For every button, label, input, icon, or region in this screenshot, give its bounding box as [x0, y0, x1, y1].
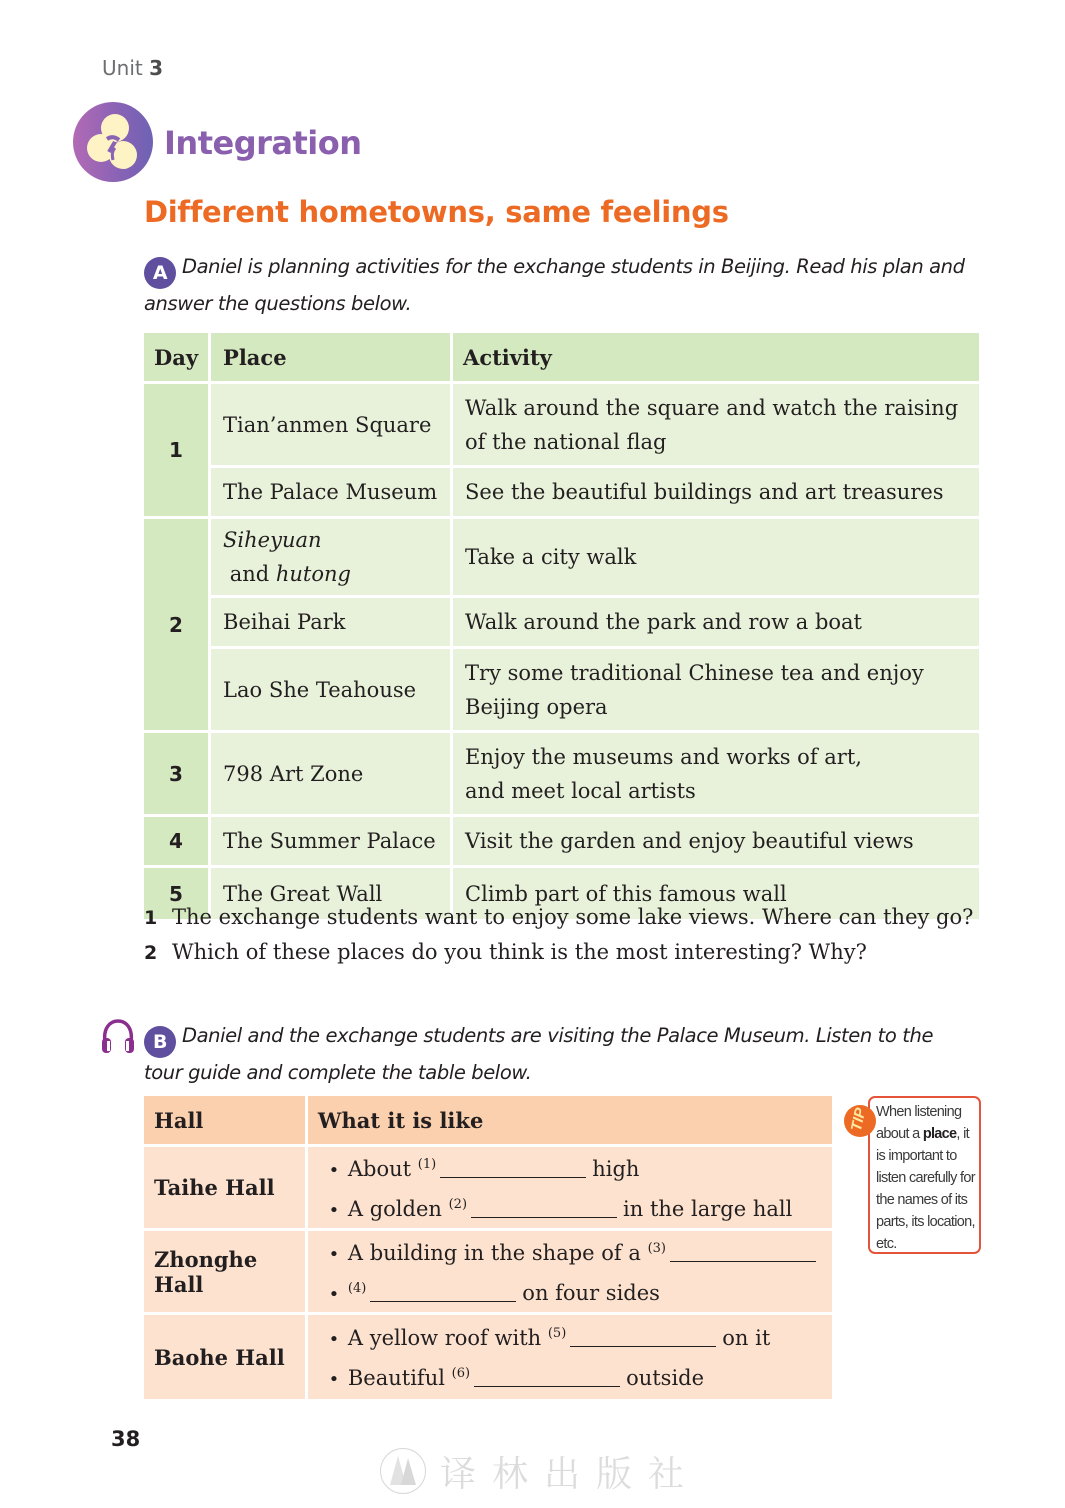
- table-row: [144, 649, 979, 733]
- table-row: [144, 1147, 832, 1231]
- tip-bold-text: place: [922, 1126, 957, 1142]
- list-item: [320, 1357, 822, 1397]
- table-row: [144, 817, 979, 868]
- list-item: [320, 1232, 822, 1272]
- list-item: [320, 1317, 822, 1357]
- place-cell: Tian’anmen Square: [211, 384, 453, 468]
- place-cell: The Great Wall: [211, 868, 453, 919]
- activity-cell: Climb part of this famous wall: [453, 868, 979, 919]
- bullet-icon: •: [328, 1243, 340, 1265]
- hall-description: [308, 1231, 832, 1315]
- part-a-instruction-text: Daniel is planning activities for the exchange students in Beijing. Read his plan and answer the questions below.: [144, 255, 965, 315]
- place-cell: Lao She Teahouse: [211, 649, 453, 733]
- part-b-badge: B: [144, 1026, 176, 1058]
- item-text: on four sides: [522, 1280, 660, 1305]
- lesson-title: Different hometowns, same feelings: [144, 195, 729, 229]
- hall-name: Taihe Hall: [144, 1147, 308, 1231]
- table-row: [144, 1315, 832, 1399]
- hall-description: [308, 1315, 832, 1399]
- bullet-icon: •: [328, 1159, 340, 1181]
- item-text: Beautiful: [347, 1366, 445, 1390]
- day-cell: 1: [144, 384, 211, 519]
- bullet-icon: •: [328, 1369, 340, 1390]
- place-cell: 798 Art Zone: [211, 733, 453, 817]
- page-number: 38: [111, 1427, 141, 1451]
- bullet-icon: •: [328, 1329, 340, 1350]
- headphones-icon[interactable]: [100, 1018, 136, 1056]
- blank-number: (6): [451, 1366, 471, 1381]
- table-row: [144, 468, 979, 519]
- place-cell: Beihai Park: [211, 598, 453, 649]
- hall-description: [308, 1147, 832, 1231]
- question-text: Which of these places do you think is the most interesting? Why?: [172, 940, 867, 964]
- place-plain: and: [223, 562, 276, 586]
- part-b-instruction-text: Daniel and the exchange students are visiting the Palace Museum. Listen to the tour guide and complete the table below.: [144, 1024, 934, 1084]
- table-row: [144, 733, 979, 817]
- place-cell: The Summer Palace: [211, 817, 453, 868]
- list-item: [320, 1188, 822, 1228]
- question-item: [144, 900, 973, 935]
- publisher-watermark: [380, 1447, 700, 1495]
- hall-name: Baohe Hall: [144, 1315, 308, 1399]
- table-row: [144, 1231, 832, 1315]
- blank-number: (2): [448, 1196, 468, 1212]
- header-day: Day: [144, 333, 211, 384]
- header-what-it-is-like: What it is like: [308, 1096, 832, 1147]
- overlapping-circles-icon: [73, 102, 153, 182]
- header-hall: Hall: [144, 1096, 308, 1147]
- question-number: 1: [144, 907, 158, 929]
- day-cell: 3: [144, 733, 211, 817]
- table-row: [144, 384, 979, 468]
- item-text: outside: [626, 1366, 705, 1390]
- answer-blank-2[interactable]: [471, 1198, 617, 1218]
- blank-number: (5): [547, 1326, 567, 1341]
- table-header-row: [144, 1096, 832, 1147]
- place-cell: The Palace Museum: [211, 468, 453, 519]
- place-italic: hutong: [275, 562, 351, 586]
- blank-number: (1): [417, 1156, 437, 1172]
- item-text: A yellow roof with: [347, 1326, 542, 1350]
- bullet-icon: •: [328, 1283, 340, 1305]
- question-item: [144, 935, 973, 970]
- item-text: A golden: [347, 1196, 442, 1221]
- list-item: [320, 1272, 822, 1312]
- activity-cell: Try some traditional Chinese tea and enjoy Beijing opera: [453, 649, 979, 733]
- part-b-instruction: [144, 1021, 974, 1088]
- answer-blank-5[interactable]: [570, 1327, 716, 1347]
- bullet-icon: •: [328, 1199, 340, 1221]
- unit-number: 3: [149, 56, 163, 80]
- tip-badge-icon: [844, 1105, 876, 1137]
- tip-box: [868, 1096, 981, 1254]
- activity-plan-table: [144, 333, 979, 919]
- blank-number: (3): [647, 1240, 666, 1256]
- part-a-badge: A: [144, 257, 176, 289]
- answer-blank-3[interactable]: [670, 1242, 816, 1262]
- activity-cell: Visit the garden and enjoy beautiful views: [453, 817, 979, 868]
- activity-cell: [453, 733, 979, 817]
- tip-label: TIP: [847, 1106, 870, 1133]
- item-text: on it: [722, 1326, 771, 1350]
- blank-number: (4): [347, 1280, 367, 1296]
- hall-name: Zhonghe Hall: [144, 1231, 308, 1315]
- header-place: Place: [211, 333, 453, 384]
- answer-blank-1[interactable]: [440, 1158, 586, 1178]
- section-title: Integration: [164, 124, 362, 162]
- item-text: A building in the shape of a: [347, 1240, 641, 1265]
- day-cell: 4: [144, 817, 211, 868]
- place-italic: Siheyuan: [223, 528, 322, 552]
- activity-cell: Walk around the square and watch the raising of the national flag: [453, 384, 979, 468]
- publisher-tree-logo-icon: [380, 1448, 426, 1494]
- answer-blank-6[interactable]: [474, 1367, 620, 1387]
- hall-table: [144, 1096, 832, 1399]
- question-text: The exchange students want to enjoy some lake views. Where can they go?: [172, 905, 974, 929]
- day-cell: 2: [144, 519, 211, 733]
- table-row: [144, 598, 979, 649]
- integration-logo-icon: [73, 102, 153, 182]
- day-cell: 5: [144, 868, 211, 919]
- activity-cell: Take a city walk: [453, 519, 979, 598]
- header-activity: Activity: [453, 333, 979, 384]
- unit-label: [102, 56, 163, 80]
- activity-line: Enjoy the museums and works of art,: [465, 744, 862, 769]
- item-text: About: [347, 1156, 412, 1181]
- questions-list: [144, 900, 973, 970]
- activity-cell: Walk around the park and row a boat: [453, 598, 979, 649]
- activity-line: and meet local artists: [465, 778, 696, 803]
- table-row: [144, 519, 979, 598]
- tip-text: , it is important to listen carefully for the names of its parts, its location, etc.: [876, 1126, 975, 1252]
- answer-blank-4[interactable]: [370, 1282, 516, 1302]
- item-text: high: [592, 1156, 640, 1181]
- question-number: 2: [144, 942, 158, 964]
- unit-prefix: Unit: [102, 56, 143, 80]
- part-a-instruction: [144, 252, 974, 319]
- activity-cell: See the beautiful buildings and art treasures: [453, 468, 979, 519]
- place-cell: [211, 519, 453, 598]
- tip-text: When listening about a: [876, 1104, 962, 1142]
- publisher-name: 译林出版社: [440, 1453, 701, 1495]
- item-text: in the large hall: [623, 1196, 793, 1221]
- table-header-row: [144, 333, 979, 384]
- list-item: [320, 1148, 822, 1188]
